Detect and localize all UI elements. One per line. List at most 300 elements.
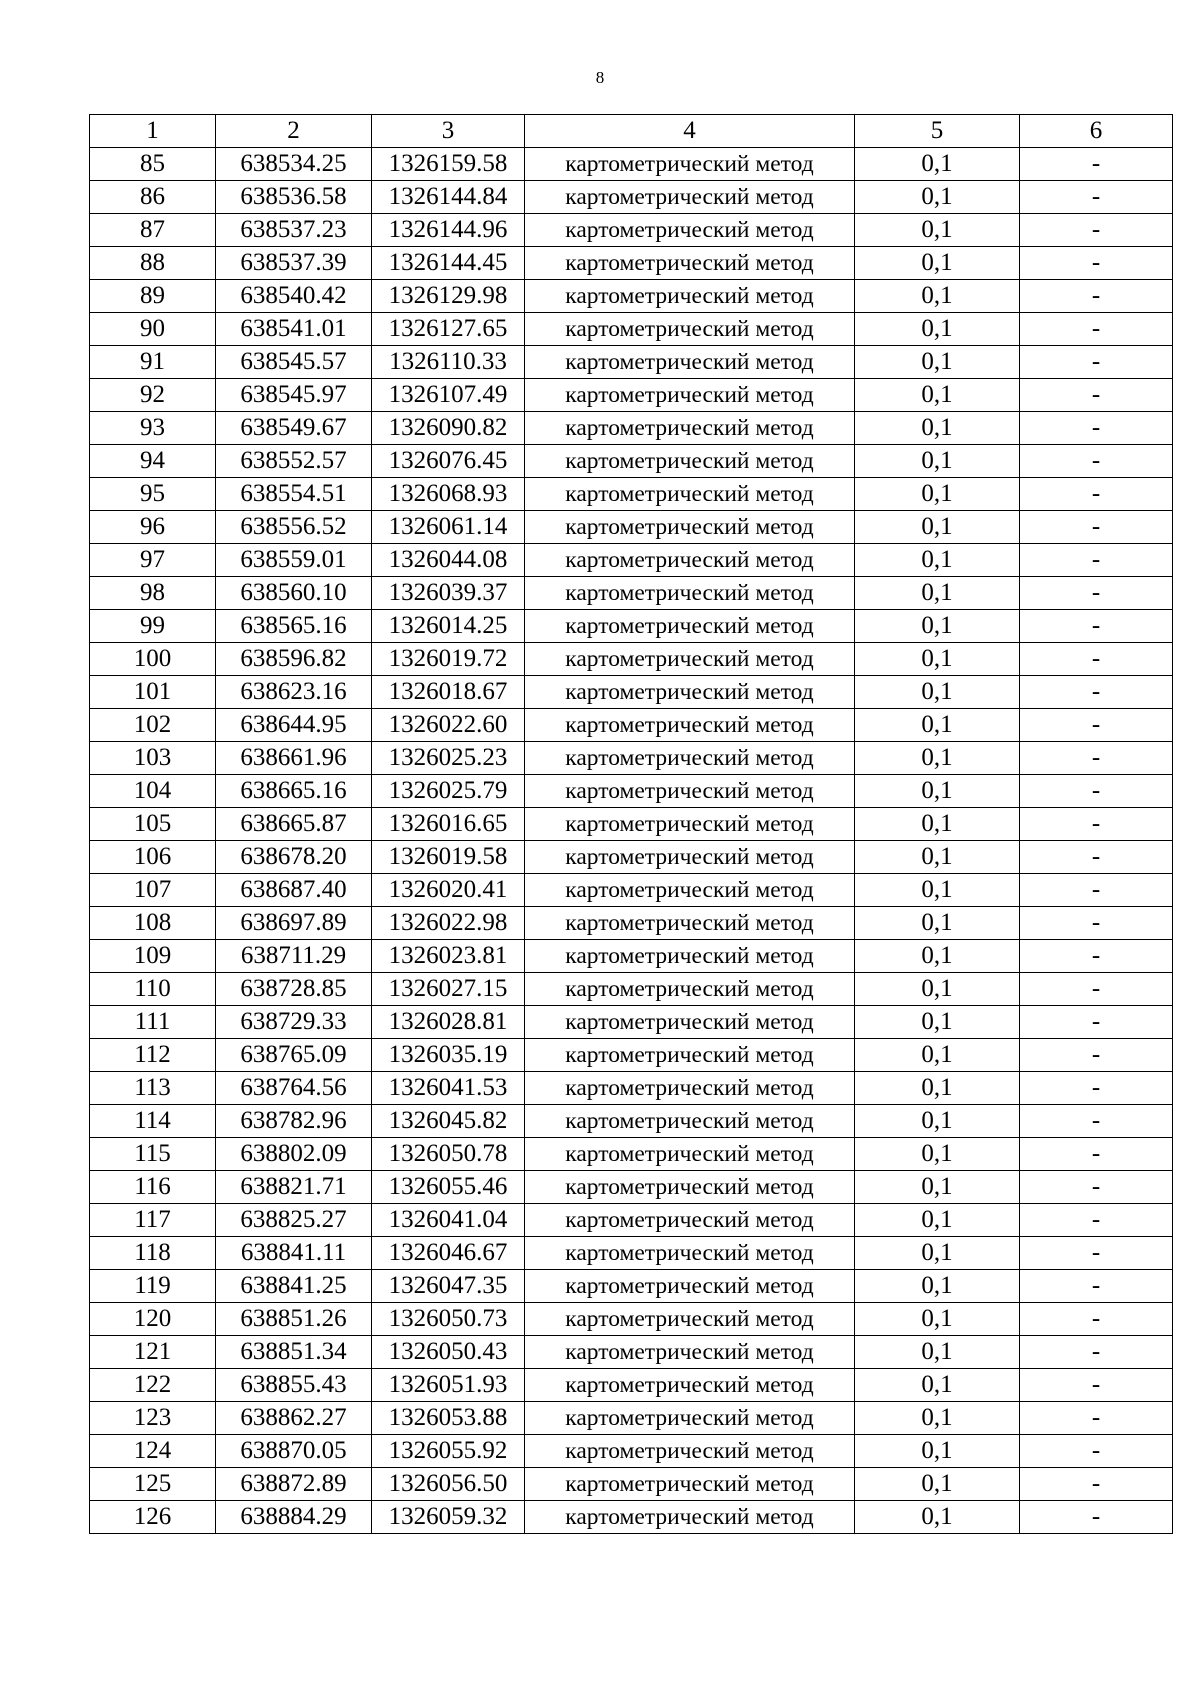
table-row [90,1336,1173,1369]
accuracy-cell: 0,1 [855,214,1020,247]
y-coordinate-cell: 1326025.79 [372,775,525,808]
point-number-cell: 102 [90,709,216,742]
table-row [90,742,1173,775]
y-coordinate-cell: 1326051.93 [372,1369,525,1402]
description-cell: - [1020,1006,1173,1039]
table-row [90,1138,1173,1171]
y-coordinate-cell: 1326016.65 [372,808,525,841]
method-cell: картометрический метод [525,1039,855,1072]
y-coordinate-cell: 1326159.58 [372,148,525,181]
table-row [90,1171,1173,1204]
accuracy-cell: 0,1 [855,1237,1020,1270]
method-cell: картометрический метод [525,247,855,280]
column-header-y-coordinate: 3 [372,115,525,148]
x-coordinate-cell: 638728.85 [216,973,372,1006]
y-coordinate-cell: 1326076.45 [372,445,525,478]
method-cell: картометрический метод [525,1501,855,1534]
method-cell: картометрический метод [525,676,855,709]
x-coordinate-cell: 638884.29 [216,1501,372,1534]
description-cell: - [1020,445,1173,478]
y-coordinate-cell: 1326053.88 [372,1402,525,1435]
accuracy-cell: 0,1 [855,1303,1020,1336]
point-number-cell: 100 [90,643,216,676]
accuracy-cell: 0,1 [855,940,1020,973]
point-number-cell: 119 [90,1270,216,1303]
description-cell: - [1020,1171,1173,1204]
description-cell: - [1020,1270,1173,1303]
x-coordinate-cell: 638841.11 [216,1237,372,1270]
accuracy-cell: 0,1 [855,247,1020,280]
description-cell: - [1020,1468,1173,1501]
x-coordinate-cell: 638825.27 [216,1204,372,1237]
table-row [90,1270,1173,1303]
method-cell: картометрический метод [525,1105,855,1138]
table-row [90,379,1173,412]
method-cell: картометрический метод [525,808,855,841]
x-coordinate-cell: 638851.26 [216,1303,372,1336]
x-coordinate-cell: 638661.96 [216,742,372,775]
table-row [90,1105,1173,1138]
x-coordinate-cell: 638851.34 [216,1336,372,1369]
description-cell: - [1020,313,1173,346]
point-number-cell: 123 [90,1402,216,1435]
point-number-cell: 108 [90,907,216,940]
point-number-cell: 116 [90,1171,216,1204]
table-row [90,511,1173,544]
table-row [90,1468,1173,1501]
point-number-cell: 118 [90,1237,216,1270]
method-cell: картометрический метод [525,412,855,445]
description-cell: - [1020,511,1173,544]
description-cell: - [1020,874,1173,907]
description-cell: - [1020,973,1173,1006]
accuracy-cell: 0,1 [855,544,1020,577]
point-number-cell: 109 [90,940,216,973]
point-number-cell: 126 [90,1501,216,1534]
method-cell: картометрический метод [525,907,855,940]
description-cell: - [1020,841,1173,874]
x-coordinate-cell: 638711.29 [216,940,372,973]
table-row [90,247,1173,280]
column-header-method: 4 [525,115,855,148]
accuracy-cell: 0,1 [855,1105,1020,1138]
method-cell: картометрический метод [525,1006,855,1039]
point-number-cell: 114 [90,1105,216,1138]
x-coordinate-cell: 638872.89 [216,1468,372,1501]
x-coordinate-cell: 638534.25 [216,148,372,181]
x-coordinate-cell: 638545.97 [216,379,372,412]
description-cell: - [1020,181,1173,214]
point-number-cell: 91 [90,346,216,379]
point-number-cell: 107 [90,874,216,907]
description-cell: - [1020,1501,1173,1534]
y-coordinate-cell: 1326144.45 [372,247,525,280]
accuracy-cell: 0,1 [855,643,1020,676]
table-row [90,1237,1173,1270]
table-row [90,1006,1173,1039]
table-row [90,907,1173,940]
table-row [90,214,1173,247]
point-number-cell: 89 [90,280,216,313]
x-coordinate-cell: 638549.67 [216,412,372,445]
x-coordinate-cell: 638821.71 [216,1171,372,1204]
table-row [90,148,1173,181]
x-coordinate-cell: 638665.87 [216,808,372,841]
accuracy-cell: 0,1 [855,1204,1020,1237]
description-cell: - [1020,1336,1173,1369]
point-number-cell: 104 [90,775,216,808]
table-row [90,280,1173,313]
x-coordinate-cell: 638862.27 [216,1402,372,1435]
y-coordinate-cell: 1326059.32 [372,1501,525,1534]
accuracy-cell: 0,1 [855,1039,1020,1072]
method-cell: картометрический метод [525,742,855,775]
point-number-cell: 110 [90,973,216,1006]
accuracy-cell: 0,1 [855,181,1020,214]
y-coordinate-cell: 1326014.25 [372,610,525,643]
x-coordinate-cell: 638552.57 [216,445,372,478]
description-cell: - [1020,610,1173,643]
x-coordinate-cell: 638541.01 [216,313,372,346]
table-row [90,643,1173,676]
method-cell: картометрический метод [525,1468,855,1501]
description-cell: - [1020,1204,1173,1237]
method-cell: картометрический метод [525,1369,855,1402]
table-row [90,1501,1173,1534]
method-cell: картометрический метод [525,1303,855,1336]
accuracy-cell: 0,1 [855,1501,1020,1534]
y-coordinate-cell: 1326047.35 [372,1270,525,1303]
method-cell: картометрический метод [525,280,855,313]
y-coordinate-cell: 1326061.14 [372,511,525,544]
description-cell: - [1020,742,1173,775]
accuracy-cell: 0,1 [855,1171,1020,1204]
y-coordinate-cell: 1326028.81 [372,1006,525,1039]
method-cell: картометрический метод [525,346,855,379]
description-cell: - [1020,247,1173,280]
x-coordinate-cell: 638855.43 [216,1369,372,1402]
method-cell: картометрический метод [525,148,855,181]
x-coordinate-cell: 638540.42 [216,280,372,313]
y-coordinate-cell: 1326041.04 [372,1204,525,1237]
accuracy-cell: 0,1 [855,280,1020,313]
y-coordinate-cell: 1326050.78 [372,1138,525,1171]
x-coordinate-cell: 638554.51 [216,478,372,511]
y-coordinate-cell: 1326110.33 [372,346,525,379]
y-coordinate-cell: 1326025.23 [372,742,525,775]
accuracy-cell: 0,1 [855,742,1020,775]
table-row [90,841,1173,874]
x-coordinate-cell: 638765.09 [216,1039,372,1072]
method-cell: картометрический метод [525,181,855,214]
x-coordinate-cell: 638870.05 [216,1435,372,1468]
column-header-point-number: 1 [90,115,216,148]
point-number-cell: 87 [90,214,216,247]
y-coordinate-cell: 1326027.15 [372,973,525,1006]
y-coordinate-cell: 1326045.82 [372,1105,525,1138]
accuracy-cell: 0,1 [855,973,1020,1006]
x-coordinate-cell: 638559.01 [216,544,372,577]
accuracy-cell: 0,1 [855,379,1020,412]
method-cell: картометрический метод [525,379,855,412]
y-coordinate-cell: 1326044.08 [372,544,525,577]
method-cell: картометрический метод [525,313,855,346]
description-cell: - [1020,1303,1173,1336]
column-header-description: 6 [1020,115,1173,148]
table-row [90,940,1173,973]
point-number-cell: 121 [90,1336,216,1369]
accuracy-cell: 0,1 [855,1270,1020,1303]
x-coordinate-cell: 638678.20 [216,841,372,874]
y-coordinate-cell: 1326022.98 [372,907,525,940]
point-number-cell: 88 [90,247,216,280]
point-number-cell: 99 [90,610,216,643]
accuracy-cell: 0,1 [855,313,1020,346]
y-coordinate-cell: 1326050.73 [372,1303,525,1336]
accuracy-cell: 0,1 [855,1402,1020,1435]
table-row [90,709,1173,742]
description-cell: - [1020,1237,1173,1270]
y-coordinate-cell: 1326055.92 [372,1435,525,1468]
y-coordinate-cell: 1326035.19 [372,1039,525,1072]
x-coordinate-cell: 638556.52 [216,511,372,544]
accuracy-cell: 0,1 [855,1468,1020,1501]
coordinates-table [89,114,1173,1534]
y-coordinate-cell: 1326041.53 [372,1072,525,1105]
point-number-cell: 125 [90,1468,216,1501]
description-cell: - [1020,544,1173,577]
point-number-cell: 90 [90,313,216,346]
x-coordinate-cell: 638764.56 [216,1072,372,1105]
description-cell: - [1020,346,1173,379]
point-number-cell: 94 [90,445,216,478]
description-cell: - [1020,709,1173,742]
y-coordinate-cell: 1326144.84 [372,181,525,214]
description-cell: - [1020,808,1173,841]
method-cell: картометрический метод [525,1237,855,1270]
point-number-cell: 112 [90,1039,216,1072]
method-cell: картометрический метод [525,577,855,610]
accuracy-cell: 0,1 [855,676,1020,709]
column-header-x-coordinate: 2 [216,115,372,148]
method-cell: картометрический метод [525,874,855,907]
method-cell: картометрический метод [525,1072,855,1105]
point-number-cell: 117 [90,1204,216,1237]
accuracy-cell: 0,1 [855,577,1020,610]
method-cell: картометрический метод [525,1270,855,1303]
page-number: 8 [595,68,605,87]
x-coordinate-cell: 638537.39 [216,247,372,280]
x-coordinate-cell: 638841.25 [216,1270,372,1303]
description-cell: - [1020,643,1173,676]
method-cell: картометрический метод [525,841,855,874]
point-number-cell: 113 [90,1072,216,1105]
x-coordinate-cell: 638596.82 [216,643,372,676]
description-cell: - [1020,1105,1173,1138]
description-cell: - [1020,1039,1173,1072]
description-cell: - [1020,907,1173,940]
point-number-cell: 120 [90,1303,216,1336]
description-cell: - [1020,676,1173,709]
table-row [90,1072,1173,1105]
description-cell: - [1020,1138,1173,1171]
point-number-cell: 103 [90,742,216,775]
accuracy-cell: 0,1 [855,1336,1020,1369]
accuracy-cell: 0,1 [855,1006,1020,1039]
x-coordinate-cell: 638802.09 [216,1138,372,1171]
table-row [90,1435,1173,1468]
accuracy-cell: 0,1 [855,775,1020,808]
table-row [90,808,1173,841]
y-coordinate-cell: 1326018.67 [372,676,525,709]
description-cell: - [1020,940,1173,973]
y-coordinate-cell: 1326022.60 [372,709,525,742]
point-number-cell: 105 [90,808,216,841]
description-cell: - [1020,412,1173,445]
method-cell: картометрический метод [525,1138,855,1171]
y-coordinate-cell: 1326019.58 [372,841,525,874]
description-cell: - [1020,1435,1173,1468]
table-row [90,313,1173,346]
method-cell: картометрический метод [525,610,855,643]
point-number-cell: 97 [90,544,216,577]
method-cell: картометрический метод [525,973,855,1006]
accuracy-cell: 0,1 [855,148,1020,181]
accuracy-cell: 0,1 [855,412,1020,445]
table-row [90,1303,1173,1336]
accuracy-cell: 0,1 [855,808,1020,841]
point-number-cell: 92 [90,379,216,412]
point-number-cell: 115 [90,1138,216,1171]
method-cell: картометрический метод [525,478,855,511]
table-row [90,478,1173,511]
description-cell: - [1020,148,1173,181]
y-coordinate-cell: 1326090.82 [372,412,525,445]
description-cell: - [1020,379,1173,412]
accuracy-cell: 0,1 [855,445,1020,478]
y-coordinate-cell: 1326129.98 [372,280,525,313]
y-coordinate-cell: 1326019.72 [372,643,525,676]
table-body [90,148,1173,1534]
method-cell: картометрический метод [525,214,855,247]
table-row [90,412,1173,445]
x-coordinate-cell: 638536.58 [216,181,372,214]
table-row [90,1402,1173,1435]
method-cell: картометрический метод [525,1204,855,1237]
x-coordinate-cell: 638687.40 [216,874,372,907]
point-number-cell: 96 [90,511,216,544]
method-cell: картометрический метод [525,445,855,478]
point-number-cell: 106 [90,841,216,874]
point-number-cell: 122 [90,1369,216,1402]
point-number-cell: 111 [90,1006,216,1039]
method-cell: картометрический метод [525,544,855,577]
table-row [90,874,1173,907]
x-coordinate-cell: 638560.10 [216,577,372,610]
x-coordinate-cell: 638545.57 [216,346,372,379]
table-row [90,544,1173,577]
accuracy-cell: 0,1 [855,907,1020,940]
point-number-cell: 95 [90,478,216,511]
accuracy-cell: 0,1 [855,346,1020,379]
table-row [90,445,1173,478]
method-cell: картометрический метод [525,1402,855,1435]
method-cell: картометрический метод [525,511,855,544]
method-cell: картометрический метод [525,1435,855,1468]
point-number-cell: 93 [90,412,216,445]
x-coordinate-cell: 638644.95 [216,709,372,742]
method-cell: картометрический метод [525,643,855,676]
table-row [90,1039,1173,1072]
point-number-cell: 86 [90,181,216,214]
table-row [90,775,1173,808]
y-coordinate-cell: 1326068.93 [372,478,525,511]
description-cell: - [1020,1072,1173,1105]
x-coordinate-cell: 638537.23 [216,214,372,247]
accuracy-cell: 0,1 [855,1072,1020,1105]
y-coordinate-cell: 1326046.67 [372,1237,525,1270]
accuracy-cell: 0,1 [855,709,1020,742]
description-cell: - [1020,775,1173,808]
description-cell: - [1020,214,1173,247]
x-coordinate-cell: 638697.89 [216,907,372,940]
y-coordinate-cell: 1326107.49 [372,379,525,412]
description-cell: - [1020,280,1173,313]
y-coordinate-cell: 1326055.46 [372,1171,525,1204]
column-header-accuracy: 5 [855,115,1020,148]
x-coordinate-cell: 638782.96 [216,1105,372,1138]
table-row [90,676,1173,709]
accuracy-cell: 0,1 [855,1138,1020,1171]
accuracy-cell: 0,1 [855,610,1020,643]
table-row [90,346,1173,379]
table-row [90,1204,1173,1237]
accuracy-cell: 0,1 [855,511,1020,544]
method-cell: картометрический метод [525,1171,855,1204]
method-cell: картометрический метод [525,940,855,973]
y-coordinate-cell: 1326050.43 [372,1336,525,1369]
table-row [90,1369,1173,1402]
x-coordinate-cell: 638623.16 [216,676,372,709]
point-number-cell: 124 [90,1435,216,1468]
x-coordinate-cell: 638729.33 [216,1006,372,1039]
table-row [90,973,1173,1006]
point-number-cell: 101 [90,676,216,709]
description-cell: - [1020,1402,1173,1435]
accuracy-cell: 0,1 [855,841,1020,874]
point-number-cell: 98 [90,577,216,610]
table-row [90,577,1173,610]
method-cell: картометрический метод [525,709,855,742]
method-cell: картометрический метод [525,1336,855,1369]
x-coordinate-cell: 638565.16 [216,610,372,643]
y-coordinate-cell: 1326144.96 [372,214,525,247]
point-number-cell: 85 [90,148,216,181]
y-coordinate-cell: 1326039.37 [372,577,525,610]
y-coordinate-cell: 1326023.81 [372,940,525,973]
table-row [90,610,1173,643]
y-coordinate-cell: 1326056.50 [372,1468,525,1501]
description-cell: - [1020,478,1173,511]
method-cell: картометрический метод [525,775,855,808]
accuracy-cell: 0,1 [855,874,1020,907]
table-row [90,181,1173,214]
description-cell: - [1020,577,1173,610]
accuracy-cell: 0,1 [855,1435,1020,1468]
accuracy-cell: 0,1 [855,478,1020,511]
accuracy-cell: 0,1 [855,1369,1020,1402]
x-coordinate-cell: 638665.16 [216,775,372,808]
